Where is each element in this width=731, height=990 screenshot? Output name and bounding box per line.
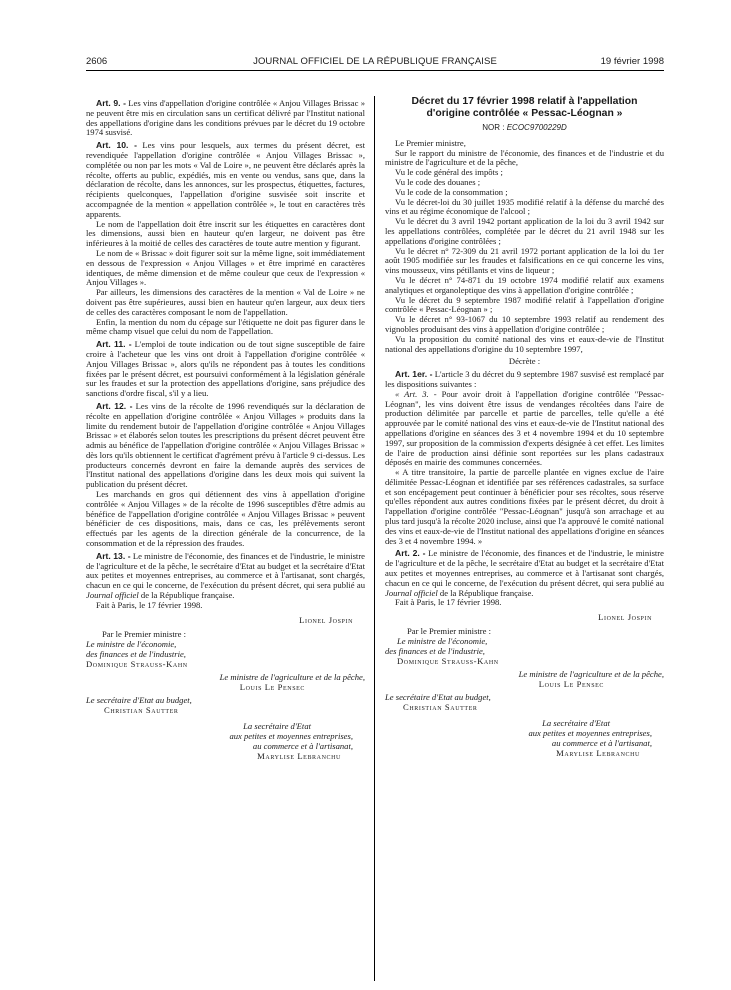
journal-title: JOURNAL OFFICIEL DE LA RÉPUBLIQUE FRANÇAISE bbox=[253, 56, 497, 67]
budget-role: Le secrétaire d'Etat au budget, bbox=[385, 692, 491, 703]
decree-author: Le Premier ministre, bbox=[395, 137, 466, 148]
pme-role-3: au commerce et à l'artisanat, bbox=[551, 738, 652, 749]
article-label: Art. 9. - bbox=[96, 98, 126, 108]
article-paragraph bbox=[86, 318, 365, 338]
article-text: Le ministre de l'économie, des finances et de l'industrie, le ministre de l'agriculture et de la pêche, le secrétaire d'Etat au budget et la secrétaire d'Etat aux petites et moyennes entreprises, au commerce et à l'artisanat, sont chargés, chacun en ce qui le concerne, de l'exécution du présent décret, qui sera publié au bbox=[86, 550, 365, 591]
visa-line: Vu le code général des impôts ; bbox=[395, 167, 503, 178]
pme-role-1: La secrétaire d'Etat bbox=[243, 720, 311, 731]
pme-name: Marylise Lebranchu bbox=[556, 748, 640, 759]
visa-line: Vu le décret-loi du 30 juillet 1935 modifié relatif à la défense du marché des vins et au régime économique de l'alcool ; bbox=[385, 196, 664, 217]
article-text-end: de la République française. bbox=[437, 587, 534, 598]
pm-line: Par le Premier ministre : bbox=[102, 628, 187, 639]
nor-reference bbox=[385, 123, 664, 133]
issue-date: 19 février 1998 bbox=[600, 56, 664, 67]
visa-line: Vu le décret du 9 septembre 1987 modifié relatif à l'appellation d'origine contrôlée « Pessac-Léognan » ; bbox=[385, 294, 664, 315]
article-text: Le nom de « Brissac » doit figurer soit sur la même ligne, soit immédiatement en dessous de l'expression « Anjou Villages » et être imprimé en caractères identiques, de même dimension et de même couleur que ceux de l'expression « Anjou Villages ». bbox=[86, 247, 365, 288]
quote-label: « Art. 3. - bbox=[395, 388, 437, 399]
transitional-provision: « A titre transitoire, la partie de parcelle plantée en vignes exclue de l'aire délimitée Pessac-Léognan et identifiée par ses références cadastrales, sa surface et son encépagement peut continuer à bénéficier pour ses récoltes, sous réserve qu'elles répondent aux autres conditions fixées par le présent décret, du droit à l'appellation d'origine contrôlée "Pessac-Léognan" jusqu'à son arrachage et au plus tard jusqu'à la récolte 2020 incluse, ainsi que l'a approuvé le comité national des vins et eaux-de-vie de l'Institut national des appellations d'origine en séances des 3 et 4 novembre 1994. » bbox=[385, 467, 664, 546]
visa-line: Vu le décret n° 93-1067 du 10 septembre 1993 relatif au rendement des vignobles produisant des vins à appellation d'origine contrôlée ; bbox=[385, 314, 664, 334]
article-paragraph-lead bbox=[86, 141, 365, 219]
right-signatures bbox=[385, 612, 664, 758]
agri-name: Louis Le Pensec bbox=[239, 681, 305, 692]
article-text: L'emploi de toute indication ou de tout signe susceptible de faire croire à l'acheteur que les vins ont droit à l'appellation d'origine contrôlée « Anjou Villages Brissac », alors qu'ils ne répondent pas à toutes les conditions fixées par le présent décret, est poursuivi conformément à la législation générale sur les fraudes et sur la protection des appellations d'origine, sans préjudice des sanctions d'ordre fiscal, s'il y a lieu. bbox=[86, 339, 365, 399]
eco-role-1: Le ministre de l'économie, bbox=[86, 638, 177, 649]
header-rule bbox=[86, 70, 664, 71]
right-column bbox=[385, 96, 664, 758]
visa-line: Vu le code de la consommation ; bbox=[395, 186, 508, 197]
left-signatures bbox=[86, 615, 365, 761]
pme-role-2: aux petites et moyennes entreprises, bbox=[528, 728, 652, 739]
budget-name: Christian Sautter bbox=[403, 702, 478, 713]
budget-name: Christian Sautter bbox=[104, 704, 179, 715]
eco-role-1: Le ministre de l'économie, bbox=[397, 636, 488, 647]
article-text: Les marchands en gros qui détiennent des vins à appellation d'origine contrôlée « Anjou Villages » de la récolte de 1996 susceptibles d'être admis au bénéfice de l'appellation d'origine contrôlée « Anjou Villages Brissac » peuvent bénéficier de ces dispositions, mais, dans ce cas, les prélèvements seront effectués par les agents de la direction générale de la concurrence, de la consommation et de la répression des fraudes. bbox=[86, 489, 365, 549]
left-column bbox=[86, 96, 365, 761]
article-label: Art. 2. - bbox=[395, 548, 426, 559]
visa-line: Vu le code des douanes ; bbox=[395, 176, 481, 187]
pm-name: Lionel Jospin bbox=[299, 614, 353, 625]
done-at: Fait à Paris, le 17 février 1998. bbox=[395, 597, 502, 608]
article-13 bbox=[86, 552, 365, 601]
article-label: Art. 12. - bbox=[96, 400, 133, 411]
quote-text: Pour avoir droit à l'appellation d'origine contrôlée "Pessac-Léognan", les vins doivent être issus de vendanges récoltées dans l'aire de production délimitée par parcelle et partie de parcelles, telle qu'elle a été approuvée par le comité national des vins et eaux-de-vie de l'Institut national des appellations d'origine en séances des 3 et 4 novembre 1994 et du 10 septembre 1997, sur proposition de la commission d'experts désignée à cet effet. Les limites de l'aire de production ainsi définie sont reportées sur les plans cadastraux déposés en mairie des communes concernées. bbox=[385, 388, 664, 468]
article-paragraph-lead bbox=[86, 340, 365, 399]
decree-title-line-2: d'origine contrôlée « Pessac-Léognan » bbox=[426, 108, 623, 119]
visa-line: Sur le rapport du ministre de l'économie, des finances et de l'industrie et du ministre de l'agriculture et de la pêche, bbox=[385, 147, 664, 168]
article-text: Enfin, la mention du nom du cépage sur l'étiquette ne doit pas figurer dans le même champ visuel que celui du nom de l'appellation. bbox=[86, 316, 365, 337]
pme-role-3: au commerce et à l'artisanat, bbox=[252, 740, 353, 751]
done-at: Fait à Paris, le 17 février 1998. bbox=[96, 599, 203, 610]
eco-name: Dominique Strauss-Kahn bbox=[86, 658, 188, 669]
pme-role-2: aux petites et moyennes entreprises, bbox=[229, 730, 353, 741]
visa-line: Vu le décret du 3 avril 1942 portant application de la loi du 3 avril 1942 sur les appellations contrôlées, complétée par le décret du 21 avril 1948 sur les appellations d'origine contrôlées ; bbox=[385, 216, 664, 246]
journal-name: Journal officiel bbox=[385, 587, 438, 598]
article-paragraph bbox=[86, 249, 365, 288]
article-text: Les vins d'appellation d'origine contrôlée « Anjou Villages Brissac » ne peuvent être mis en circulation sans un certificat délivré par l'Institut national des appellations d'origine dans les conditions prévues par le décret du 19 octobre 1974 susvisé. bbox=[86, 98, 366, 138]
article-text: Les vins pour lesquels, aux termes du présent décret, est revendiquée l'appellation d'origine contrôlée « Anjou Villages Brissac », complétée ou non par les mots « Val de Loire », ne peuvent être déclarés après la récolte, offerts au public, expédiés, mis en vente ou vendus, sans que, dans la déclaration de récolte, dans les annonces, sur les prospectus, étiquettes, factures, récipients quelconques, l'appellation d'origine susvisée soit inscrite et accompagnée de la mention « appellation contrôlée », le tout en caractères très apparents. bbox=[86, 140, 365, 219]
article-paragraph-lead bbox=[86, 99, 365, 138]
article-paragraph bbox=[86, 220, 365, 249]
decree-title-line-1: Décret du 17 février 1998 relatif à l'appellation bbox=[411, 96, 638, 107]
article-paragraph-lead bbox=[86, 402, 365, 490]
decrete-heading: Décrète : bbox=[508, 356, 541, 367]
article-text-end: de la République française. bbox=[138, 590, 235, 601]
article-paragraph bbox=[86, 288, 365, 317]
budget-role: Le secrétaire d'Etat au budget, bbox=[86, 694, 192, 705]
agri-name: Louis Le Pensec bbox=[538, 679, 604, 690]
pm-name: Lionel Jospin bbox=[598, 612, 652, 623]
article-text: Les vins de la récolte de 1996 revendiqués sur la déclaration de récolte en appellation d'origine contrôlée « Anjou Villages » produits dans la limite du rendement butoir de l'appellation d'origine contrôlée « Anjou Villages Brissac » et élaborés selon toutes les prescriptions du présent décret peuvent être admis au bénéfice de l'appellation d'origine contrôlée « Anjou Villages Brissac » dès lors qu'ils obtiennent le certificat d'agrément prévu à l'article 9 ci-dessus. Les producteurs concernés devront en faire la demande auprès des services de l'Institut national des appellations d'origine dans les deux mois qui suivent la publication du présent décret. bbox=[86, 400, 365, 490]
pme-name: Marylise Lebranchu bbox=[257, 750, 341, 761]
visa-line: Vu la proposition du comité national des vins et eaux-de-vie de l'Institut national des appellations d'origine du 10 septembre 1997, bbox=[385, 333, 664, 354]
eco-role-2: des finances et de l'industrie, bbox=[385, 646, 485, 657]
article-2 bbox=[385, 549, 664, 598]
page-header bbox=[86, 56, 664, 70]
eco-name: Dominique Strauss-Kahn bbox=[397, 656, 499, 667]
article-text: Le ministre de l'économie, des finances et de l'industrie, le ministre de l'agriculture et de la pêche, le secrétaire d'Etat au budget et la secrétaire d'Etat aux petites et moyennes entreprises, au commerce et à l'artisanat sont chargés, chacun en ce qui le concerne, de l'exécution du présent décret, qui sera publié au bbox=[385, 548, 664, 588]
journal-name: Journal officiel bbox=[86, 590, 139, 601]
decree-visas bbox=[385, 139, 664, 355]
nor-label: NOR : bbox=[482, 123, 505, 132]
article-paragraph bbox=[86, 490, 365, 549]
agri-role: Le ministre de l'agriculture et de la pêche, bbox=[518, 669, 664, 680]
article-text: Par ailleurs, les dimensions des caractères de la mention « Val de Loire » ne doivent pas être supérieures, aussi bien en hauteur qu'en largeur, aux deux tiers de celles des caractères composant le nom de l'appellation. bbox=[86, 287, 365, 317]
left-articles bbox=[86, 99, 365, 549]
visa-line: Vu le décret n° 74-871 du 19 octobre 1974 modifié relatif aux examens analytiques et organoleptique des vins à appellation d'origine contrôlée ; bbox=[385, 274, 664, 295]
article-label: Art. 1er. - bbox=[395, 369, 433, 380]
nor-code: ECOC9700229D bbox=[506, 123, 567, 132]
article-text: Le nom de l'appellation doit être inscrit sur les étiquettes en caractères dont les dimensions, aussi bien en hauteur qu'en largeur, ne doivent pas être inférieures à la moitié de celles des caractères de toute autre mention y figurant. bbox=[86, 218, 365, 249]
article-label: Art. 10. - bbox=[96, 140, 137, 151]
eco-role-2: des finances et de l'industrie, bbox=[86, 648, 186, 659]
agri-role: Le ministre de l'agriculture et de la pêche, bbox=[219, 671, 365, 682]
article-text: L'article 3 du décret du 9 septembre 1987 susvisé est remplacé par les dispositions suivantes : bbox=[385, 369, 664, 389]
visa-line: Vu le décret n° 72-309 du 21 avril 1972 portant application de la loi du 1er août 1905 modifiée sur les fraudes et falsifications en ce qui concerne les vins, vins mousseux, vins pétillants et vins de liqueur ; bbox=[385, 245, 664, 276]
article-3-quote bbox=[385, 390, 664, 468]
article-label: Art. 11. - bbox=[96, 339, 132, 350]
article-1 bbox=[385, 370, 664, 390]
column-divider bbox=[374, 96, 375, 981]
pme-role-1: La secrétaire d'Etat bbox=[542, 718, 610, 729]
pm-line: Par le Premier ministre : bbox=[407, 626, 492, 637]
page-number: 2606 bbox=[86, 56, 108, 67]
article-label: Art. 13. - bbox=[96, 550, 131, 561]
